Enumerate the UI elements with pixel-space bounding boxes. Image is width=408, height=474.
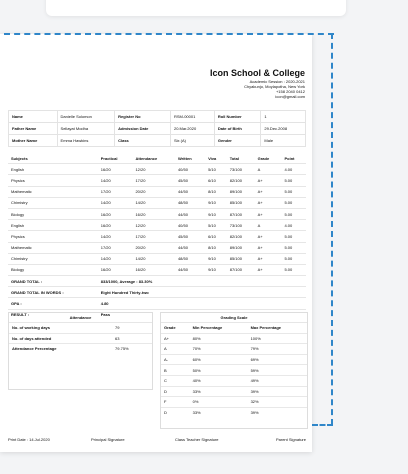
- mark-cell: A+: [255, 197, 282, 208]
- grade-cell: 100%: [248, 333, 307, 344]
- mark-cell: A+: [255, 264, 282, 275]
- mark-cell: 85/100: [227, 197, 255, 208]
- mark-cell: 9/10: [205, 253, 227, 264]
- mark-cell: 8/10: [205, 242, 227, 253]
- grade-cell: 59%: [248, 365, 307, 376]
- column-header: Practical: [100, 155, 118, 161]
- info-label: Register No: [115, 111, 171, 123]
- mark-cell: 5.00: [281, 231, 306, 242]
- attendance-title: Attendance: [9, 313, 152, 323]
- info-value: RSM-00001: [170, 111, 214, 123]
- mark-cell: A+: [255, 253, 282, 264]
- grading-title: Grading Scale: [161, 313, 307, 323]
- mark-cell: 5/10: [205, 164, 227, 175]
- subject-name: Chimistry: [8, 253, 98, 264]
- attendance-row: [9, 333, 152, 344]
- grading-table: [161, 323, 307, 417]
- grade-cell: 60%: [190, 354, 248, 365]
- mark-cell: 44/50: [175, 242, 205, 253]
- result-label: RESULT :: [8, 309, 98, 320]
- gpa-label: GPA :: [8, 298, 98, 309]
- info-label: Date of Birth: [214, 123, 261, 135]
- grade-cell: C: [161, 375, 190, 386]
- grade-cell: 0%: [190, 397, 248, 408]
- mark-cell: 40/50: [175, 220, 205, 231]
- info-value: 29.Dec.2008: [261, 123, 306, 135]
- mark-cell: A: [255, 164, 282, 175]
- gpa-value: 4.80: [98, 298, 306, 309]
- subject-name: English: [8, 164, 98, 175]
- mark-cell: 14/20: [98, 197, 133, 208]
- grade-cell: A+: [161, 333, 190, 344]
- grade-row: [161, 365, 307, 376]
- grade-cell: 70%: [190, 344, 248, 355]
- column-header: Grade: [164, 325, 176, 331]
- column-header: Max Percentage: [250, 325, 282, 331]
- mark-cell: 14/20: [98, 253, 133, 264]
- mark-cell: 89/100: [227, 242, 255, 253]
- subject-name: Physics: [8, 175, 98, 186]
- academic-session: Academic Session : 2020-2021: [249, 79, 305, 84]
- info-label: Mother Name: [9, 135, 58, 147]
- mark-cell: 5.00: [281, 175, 306, 186]
- info-label: Admission Date: [115, 123, 171, 135]
- grade-cell: D: [161, 407, 190, 417]
- column-header: Viva: [208, 155, 217, 161]
- mark-cell: 5.00: [281, 208, 306, 219]
- selection-border-top: [4, 33, 334, 35]
- info-value: Danielle Solomon: [57, 111, 115, 123]
- marks-header-row: [8, 153, 306, 164]
- grand-total-value: 833/1000, Average : 83.30%: [98, 276, 306, 287]
- mark-cell: 6/10: [205, 231, 227, 242]
- info-value: Six (A): [170, 135, 214, 147]
- mark-cell: 17/20: [132, 175, 174, 186]
- grade-cell: 39%: [248, 407, 307, 417]
- mark-cell: 12/20: [132, 220, 174, 231]
- mark-cell: 9/10: [205, 264, 227, 275]
- mark-cell: 5.00: [281, 186, 306, 197]
- mark-cell: 16/20: [98, 208, 133, 219]
- gpa-row: [8, 298, 306, 309]
- print-date: Print Date : 14.Jul.2020: [8, 437, 50, 442]
- subject-name: Chimistry: [8, 197, 98, 208]
- mark-cell: 5.00: [281, 264, 306, 275]
- mark-cell: 8/10: [205, 186, 227, 197]
- column-header: Subjects: [11, 155, 28, 161]
- mark-cell: 9/10: [205, 197, 227, 208]
- mark-cell: A+: [255, 231, 282, 242]
- mark-cell: 4.00: [281, 220, 306, 231]
- grade-row: [161, 344, 307, 355]
- mark-cell: 44/50: [175, 186, 205, 197]
- total-in-words-label: GRAND TOTAL IN WORDS :: [8, 287, 98, 298]
- mark-cell: A+: [255, 208, 282, 219]
- mark-cell: 44/50: [175, 264, 205, 275]
- mark-cell: 6/10: [205, 175, 227, 186]
- attendance-panel: [8, 312, 153, 390]
- subject-name: Physics: [8, 231, 98, 242]
- grade-row: [161, 386, 307, 397]
- result-value: Pass: [98, 309, 306, 320]
- column-header: Total: [229, 155, 239, 161]
- info-value: Sellayat Modha: [57, 123, 115, 135]
- attendance-row: [9, 344, 152, 354]
- grade-cell: A-: [161, 354, 190, 365]
- grade-row: [161, 354, 307, 365]
- mark-cell: 16/20: [98, 264, 133, 275]
- mark-cell: A: [255, 220, 282, 231]
- background-card: [46, 0, 346, 16]
- school-header: [8, 68, 305, 99]
- mark-cell: 89/100: [227, 186, 255, 197]
- column-header: Min Percentage: [192, 325, 223, 331]
- subject-row: [8, 175, 306, 186]
- subject-row: [8, 164, 306, 175]
- grade-cell: 50%: [190, 365, 248, 376]
- mark-cell: 48/50: [175, 197, 205, 208]
- mark-cell: 87/100: [227, 208, 255, 219]
- grade-cell: D: [161, 386, 190, 397]
- mark-cell: 17/20: [98, 186, 133, 197]
- school-name: Icon School & College: [209, 68, 305, 78]
- mark-cell: 16/20: [98, 164, 133, 175]
- info-value: Emma Hawkins: [57, 135, 115, 147]
- column-header: Attendance: [135, 155, 158, 161]
- info-value: Male: [261, 135, 306, 147]
- grade-cell: 40%: [190, 375, 248, 386]
- grade-cell: 80%: [190, 333, 248, 344]
- mark-cell: 17/20: [132, 231, 174, 242]
- info-label: Name: [9, 111, 58, 123]
- grade-cell: A: [161, 344, 190, 355]
- parent-signature: Parent Signature: [275, 437, 306, 442]
- mark-cell: 40/50: [175, 164, 205, 175]
- student-info-table: [8, 110, 306, 147]
- info-value: 20.Mar.2020: [170, 123, 214, 135]
- subject-name: Mathematic: [8, 242, 98, 253]
- attendance-value: 79: [115, 325, 120, 331]
- school-phone: +158 2040 0412: [275, 89, 305, 94]
- selection-border-bottom: [312, 424, 333, 426]
- subject-row: [8, 264, 306, 275]
- grade-cell: 79%: [248, 344, 307, 355]
- grade-cell: 33%: [190, 407, 248, 417]
- subject-row: [8, 208, 306, 219]
- subject-row: [8, 197, 306, 208]
- marks-table: [8, 153, 306, 320]
- grade-cell: 33%: [190, 386, 248, 397]
- grand-total-row: [8, 276, 306, 287]
- attendance-row: [9, 323, 152, 333]
- mark-cell: 17/20: [98, 242, 133, 253]
- grade-row: [161, 375, 307, 386]
- school-email: icon@gmail.com: [275, 94, 305, 99]
- subject-name: Biology: [8, 264, 98, 275]
- grade-cell: 39%: [248, 386, 307, 397]
- attendance-value: 63: [112, 333, 152, 344]
- mark-cell: 20/20: [132, 186, 174, 197]
- grade-cell: B: [161, 365, 190, 376]
- subject-row: [8, 220, 306, 231]
- mark-cell: 14/20: [132, 253, 174, 264]
- principal-signature: Principal Signature: [91, 437, 125, 442]
- mark-cell: 5/10: [205, 220, 227, 231]
- total-in-words-row: [8, 287, 306, 298]
- mark-cell: 16/20: [132, 208, 174, 219]
- grade-row: [161, 333, 307, 344]
- mark-cell: 82/100: [227, 231, 255, 242]
- subject-name: English: [8, 220, 98, 231]
- grand-total-label: GRAND TOTAL :: [8, 276, 98, 287]
- mark-cell: A+: [255, 242, 282, 253]
- mark-cell: 20/20: [132, 242, 174, 253]
- total-in-words-value: Eight Hundred Thirty-two: [98, 287, 306, 298]
- mark-cell: 14/20: [98, 231, 133, 242]
- grade-cell: F: [161, 397, 190, 408]
- school-address: Chyakunjo, Moylapotha, New York: [244, 84, 305, 89]
- column-header: Grade: [257, 155, 270, 161]
- info-row: [9, 123, 306, 135]
- info-label: Class: [115, 135, 171, 147]
- grade-cell: 32%: [248, 397, 307, 408]
- mark-cell: 45/50: [175, 175, 205, 186]
- mark-cell: 5.00: [281, 253, 306, 264]
- mark-cell: 73/100: [227, 220, 255, 231]
- class-teacher-signature: Class Teacher Signature: [175, 437, 219, 442]
- grading-header-row: [161, 323, 307, 333]
- mark-cell: 85/100: [227, 253, 255, 264]
- subject-row: [8, 231, 306, 242]
- info-row: [9, 111, 306, 123]
- mark-cell: 12/20: [132, 164, 174, 175]
- mark-cell: 16/20: [132, 264, 174, 275]
- mark-cell: 5.00: [281, 197, 306, 208]
- attendance-table: [9, 323, 152, 354]
- column-header: Point: [284, 155, 295, 161]
- grading-scale-panel: [160, 312, 308, 429]
- attendance-label: No. of days attended: [9, 333, 112, 344]
- subject-row: [8, 186, 306, 197]
- attendance-value: 79.75%: [112, 344, 152, 354]
- selection-border-right: [331, 33, 333, 425]
- mark-cell: 44/50: [175, 208, 205, 219]
- info-row: [9, 135, 306, 147]
- mark-cell: 14/20: [132, 197, 174, 208]
- mark-cell: 4.00: [281, 164, 306, 175]
- column-header: Written: [177, 155, 192, 161]
- mark-cell: 5.00: [281, 242, 306, 253]
- grade-row: [161, 407, 307, 417]
- attendance-label: No. of working days: [12, 325, 51, 331]
- mark-cell: 73/100: [227, 164, 255, 175]
- grade-cell: 49%: [248, 375, 307, 386]
- attendance-label: Attendance Percentage: [9, 344, 112, 354]
- grade-row: [161, 397, 307, 408]
- mark-cell: 14/20: [98, 175, 133, 186]
- info-label: Gender: [214, 135, 261, 147]
- mark-cell: 82/100: [227, 175, 255, 186]
- mark-cell: A+: [255, 186, 282, 197]
- subject-row: [8, 253, 306, 264]
- mark-cell: 16/20: [98, 220, 133, 231]
- subject-name: Biology: [8, 208, 98, 219]
- mark-cell: A+: [255, 175, 282, 186]
- info-value: 1: [261, 111, 306, 123]
- grade-cell: 69%: [248, 354, 307, 365]
- mark-cell: 48/50: [175, 253, 205, 264]
- subject-name: Mathematic: [8, 186, 98, 197]
- info-label: Roll Number: [214, 111, 261, 123]
- mark-cell: 45/50: [175, 231, 205, 242]
- subject-row: [8, 242, 306, 253]
- mark-cell: 9/10: [205, 208, 227, 219]
- mark-cell: 87/100: [227, 264, 255, 275]
- info-label: Father Name: [9, 123, 58, 135]
